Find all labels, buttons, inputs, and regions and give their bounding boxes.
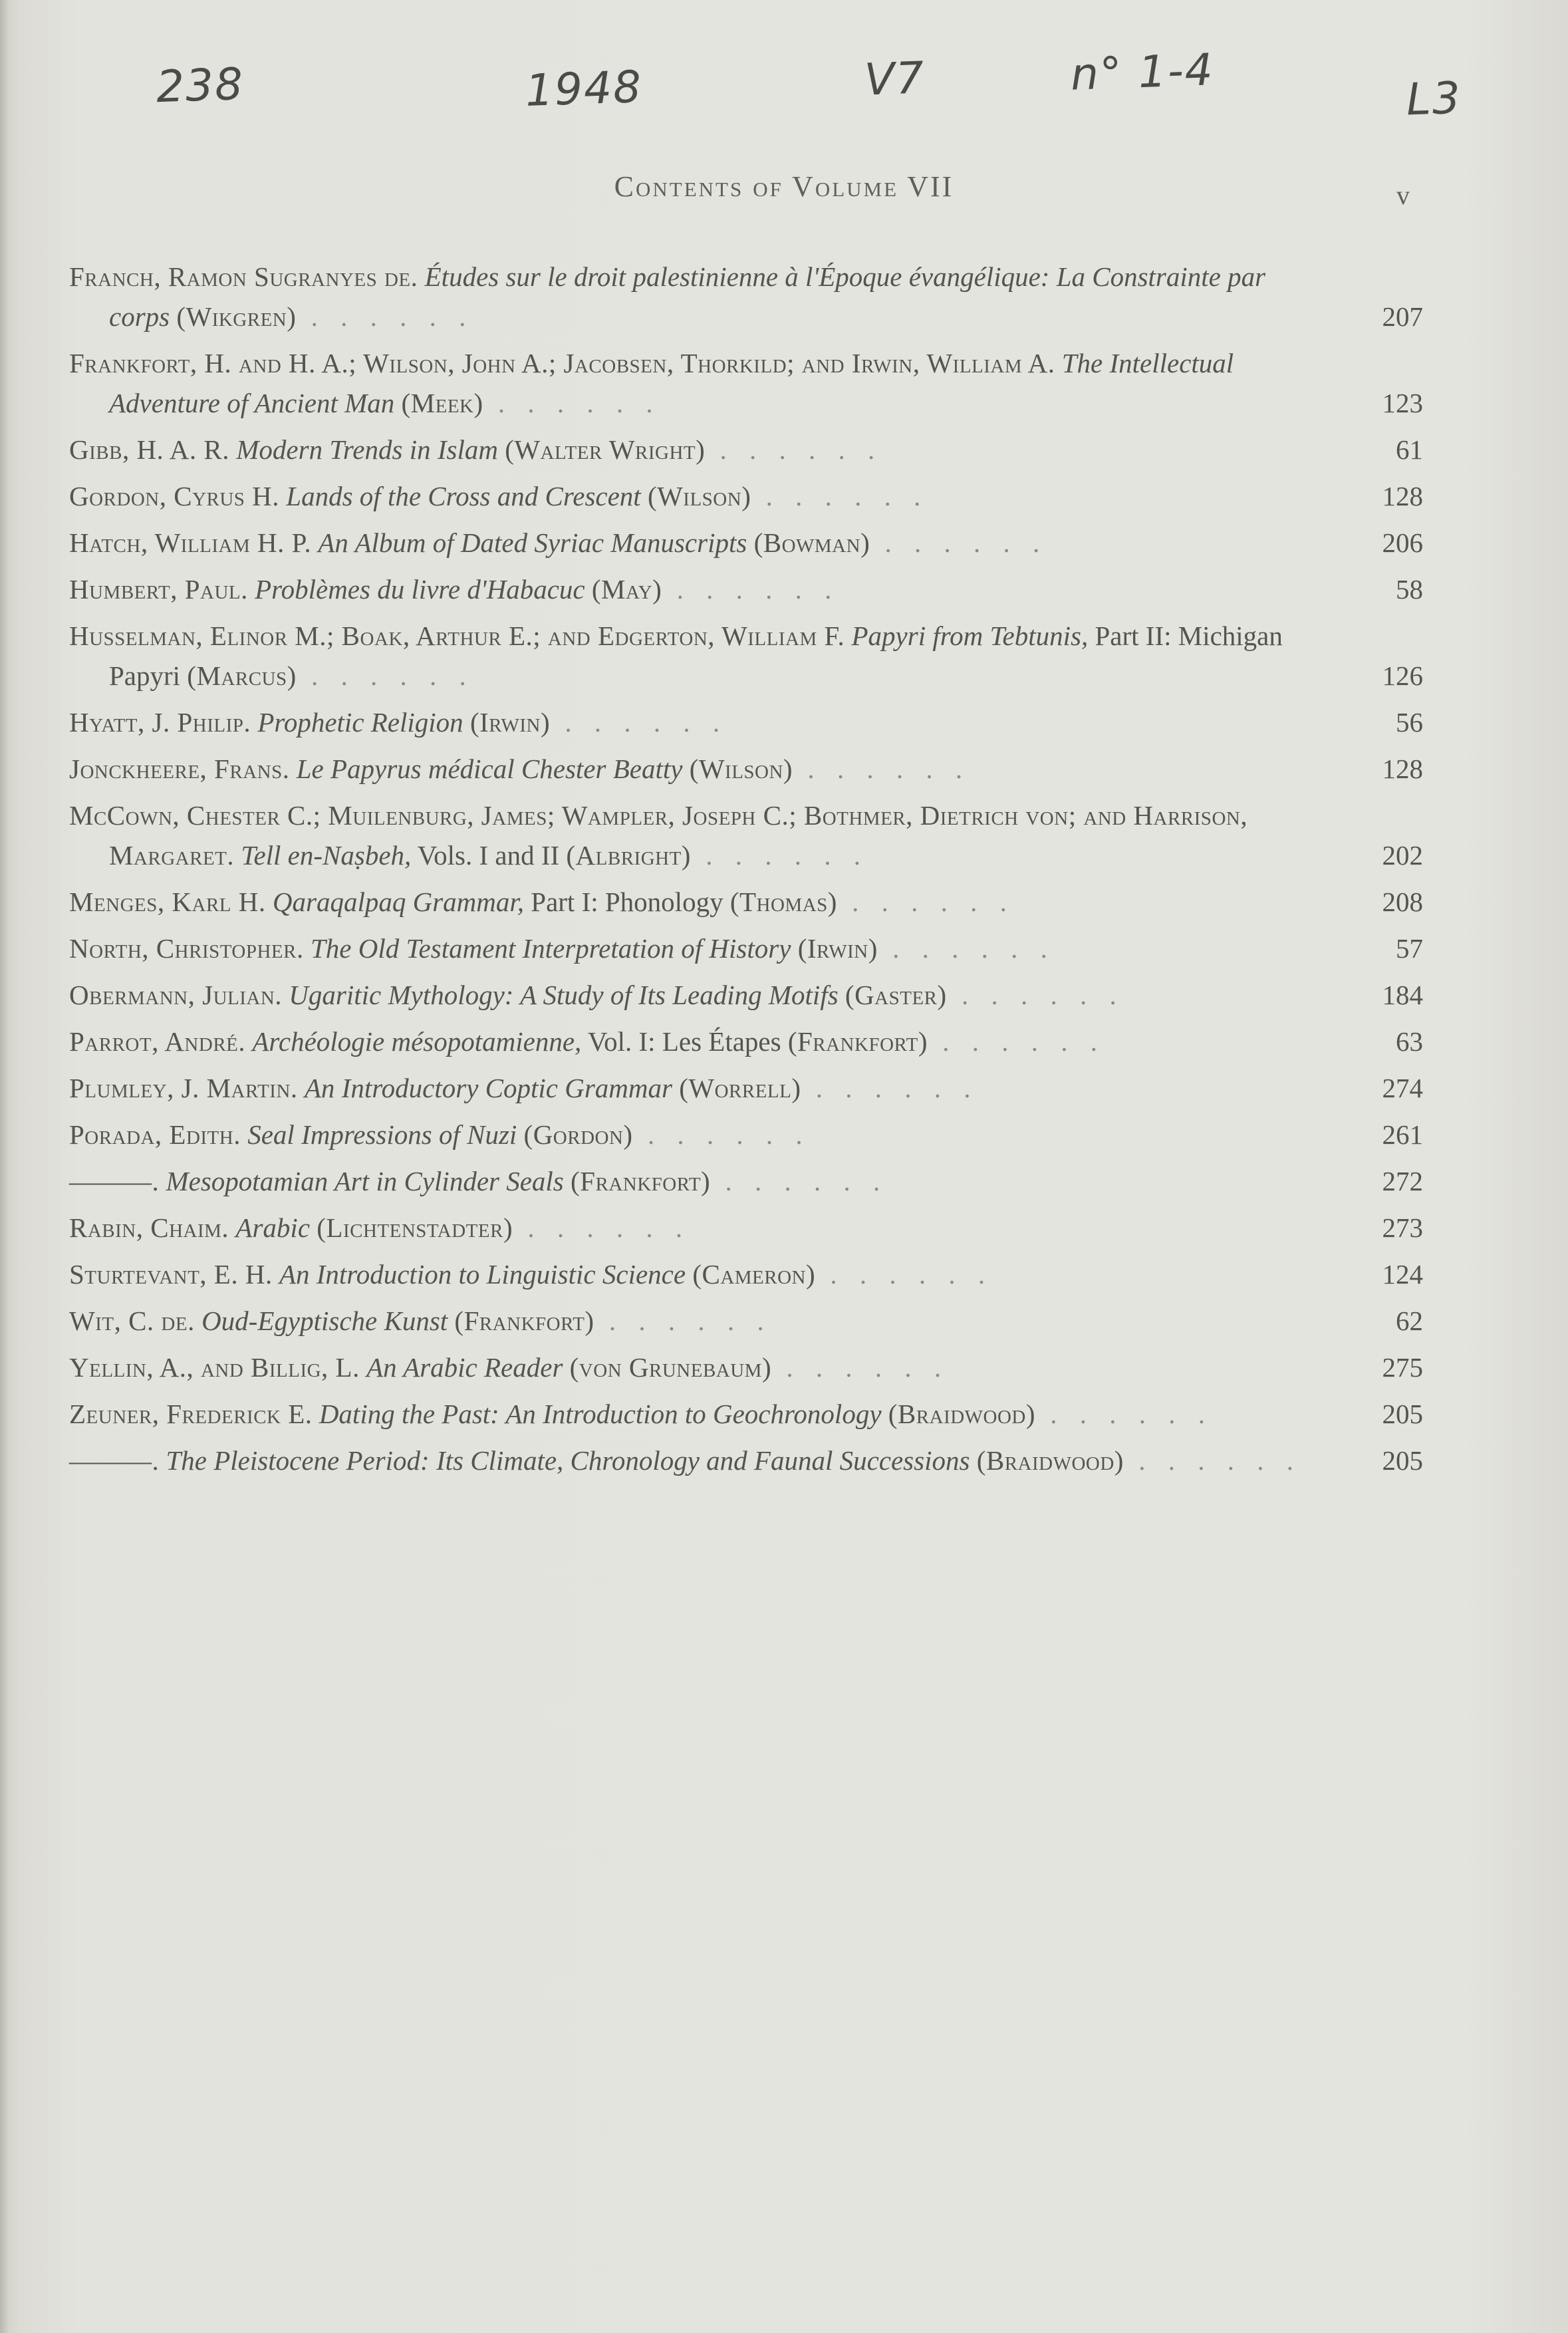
dot-leader: . . . . . . [483,388,661,418]
entry-text [69,481,928,511]
contents-entry [69,1254,1423,1294]
entry-reviewer: (Wilson) [647,481,751,511]
entry-reviewer: (Braidwood) [888,1399,1036,1429]
contents-entry [69,1208,1423,1248]
entry-text [69,933,1055,964]
entry-reviewer: (Braidwood) [976,1445,1124,1476]
entry-reviewer: (Wikgren) [176,301,297,332]
page-binding-edge [0,0,9,2333]
entry-author: ———. [69,1166,160,1196]
entry-reviewer: (Frankfort) [787,1026,928,1057]
entry-page-number: 202 [1382,840,1423,871]
entry-title: Mesopotamian Art in Cylinder Seals [166,1166,564,1196]
handwritten-note-c: V7 [863,52,926,106]
entry-title: Arabic [235,1212,311,1243]
contents-entry [69,928,1423,968]
entry-page-number: 275 [1382,1352,1423,1383]
entry-title: Prophetic Religion [257,707,463,738]
entry-reviewer: (Walter Wright) [505,434,706,465]
entry-text [69,1212,690,1243]
handwritten-note-e: L3 [1405,72,1463,126]
contents-entry [69,1068,1423,1108]
entry-page-number: 58 [1396,574,1423,605]
entry-page-number: 124 [1382,1259,1423,1290]
entry-subtitle: Part II: Michigan Papyri [109,620,1283,691]
contents-entry [69,1301,1423,1341]
contents-entry [69,476,1423,516]
entry-author: Humbert, Paul. [69,574,248,605]
entry-page-number: 273 [1382,1212,1423,1243]
contents-entry [69,1161,1423,1201]
entry-title: The Intellectual Adventure of Ancient Man [109,348,1234,418]
dot-leader: . . . . . . [793,754,971,784]
entry-page-number: 207 [1382,301,1423,332]
entry-title: Papyri from Tebtunis, [851,620,1089,651]
dot-leader: . . . . . . [927,1026,1105,1057]
entry-author: Yellin, A., and Billig, L. [69,1352,360,1383]
entry-title: Études sur le droit palestinienne à l'Époque évangélique: La Constrainte par corps [109,261,1266,332]
entry-author: Frankfort, H. and H. A.; Wilson, John A.; Jacobsen, Thorkild; and Irwin, William A. [69,348,1055,378]
entry-author: Wit, C. de. [69,1305,195,1336]
entry-page-number: 62 [1396,1305,1423,1336]
entry-author: North, Christopher. [69,933,304,964]
entry-page-number: 57 [1396,933,1423,964]
entry-text [69,887,1015,917]
dot-leader: . . . . . . [1035,1399,1214,1429]
entry-reviewer: (Frankfort) [454,1305,594,1336]
entry-page-number: 272 [1382,1166,1423,1196]
entry-page-number: 56 [1396,707,1423,738]
dot-leader: . . . . . . [632,1119,811,1150]
page-number-roman: v [1396,180,1410,210]
contents-list [69,257,1423,1487]
contents-entry [69,257,1423,337]
entry-page-number: 63 [1396,1026,1423,1057]
entry-title: Archéologie mésopotamienne, [252,1026,582,1057]
entry-page-number: 61 [1396,434,1423,465]
dot-leader: . . . . . . [877,933,1055,964]
entry-page-number: 206 [1382,527,1423,558]
entry-title: An Introductory Coptic Grammar [304,1073,672,1103]
dot-leader: . . . . . . [690,840,868,871]
entry-title: Qaraqalpaq Grammar, [272,887,525,917]
entry-author: Jonckheere, Frans. [69,754,290,784]
entry-reviewer: (May) [591,574,662,605]
dot-leader: . . . . . . [837,887,1015,917]
entry-text [69,754,970,784]
entry-page-number: 274 [1382,1073,1423,1103]
contents-entry [69,1394,1423,1434]
contents-entry [69,1347,1423,1387]
entry-reviewer: (Marcus) [187,660,297,691]
entry-text [69,1166,888,1196]
dot-leader: . . . . . . [1123,1445,1301,1476]
dot-leader: . . . . . . [771,1352,950,1383]
entry-title: Le Papyrus médical Chester Beatty [296,754,683,784]
entry-author: Gordon, Cyrus H. [69,481,280,511]
dot-leader: . . . . . . [513,1212,691,1243]
entry-text [69,620,1283,691]
entry-page-number: 126 [1382,660,1423,691]
contents-entry [69,430,1423,470]
entry-author: Plumley, J. Martin. [69,1073,298,1103]
entry-title: An Introduction to Linguistic Science [279,1259,686,1290]
dot-leader: . . . . . . [815,1259,993,1290]
entry-author: Hyatt, J. Philip. [69,707,251,738]
entry-text [69,1399,1213,1429]
entry-text [69,1026,1105,1057]
entry-page-number: 208 [1382,887,1423,917]
dot-leader: . . . . . . [662,574,840,605]
entry-text [69,1305,772,1336]
entry-reviewer: (Gordon) [523,1119,633,1150]
dot-leader: . . . . . . [296,301,474,332]
entry-page-number: 261 [1382,1119,1423,1150]
entry-text [69,1445,1301,1476]
entry-title: Seal Impressions of Nuzi [247,1119,517,1150]
entry-text [69,348,1234,418]
dot-leader: . . . . . . [946,980,1124,1010]
entry-title: An Arabic Reader [366,1352,563,1383]
entry-author: ———. [69,1445,160,1476]
entry-reviewer: (Bowman) [753,527,870,558]
dot-leader: . . . . . . [296,660,474,691]
dot-leader: . . . . . . [870,527,1048,558]
dot-leader: . . . . . . [594,1305,772,1336]
entry-reviewer: (Meek) [401,388,483,418]
entry-text [69,1119,811,1150]
entry-text [69,1259,993,1290]
dot-leader: . . . . . . [710,1166,888,1196]
entry-author: Franch, Ramon Sugranyes de. [69,261,418,292]
entry-author: Rabin, Chaim. [69,1212,229,1243]
entry-author: Porada, Edith. [69,1119,241,1150]
contents-entry [69,795,1423,875]
contents-entry [69,1022,1423,1061]
entry-text [69,434,882,465]
entry-page-number: 205 [1382,1399,1423,1429]
running-head: Contents of Volume VII [614,170,954,203]
entry-title: Tell en-Naṣbeh, [241,840,412,871]
contents-entry [69,749,1423,789]
entry-author: Sturtevant, E. H. [69,1259,273,1290]
entry-author: Gibb, H. A. R. [69,434,230,465]
dot-leader: . . . . . . [751,481,929,511]
entry-reviewer: (Lichtenstadter) [317,1212,513,1243]
entry-reviewer: (Albright) [566,840,691,871]
contents-entry [69,882,1423,922]
entry-title: Oud-Egyptische Kunst [201,1305,448,1336]
entry-reviewer: (Gaster) [845,980,947,1010]
entry-reviewer: (Cameron) [692,1259,816,1290]
entry-reviewer: (Worrell) [679,1073,801,1103]
entry-page-number: 205 [1382,1445,1423,1476]
entry-title: Problèmes du livre d'Habacuc [255,574,585,605]
entry-text [69,261,1265,332]
entry-subtitle: Vols. I and II [417,840,560,871]
dot-leader: . . . . . . [801,1073,979,1103]
entry-author: McCown, Chester C.; Muilenburg, James; Wampler, Joseph C.; Bothmer, Dietrich von; and Harrison, Margaret. [69,800,1248,871]
entry-text [69,1352,949,1383]
entry-reviewer: (Wilson) [689,754,793,784]
entry-reviewer: (von Grunebaum) [569,1352,772,1383]
entry-title: The Old Testament Interpretation of History [311,933,791,964]
entry-author: Hatch, William H. P. [69,527,312,558]
entry-title: Ugaritic Mythology: A Study of Its Leading Motifs [289,980,839,1010]
entry-reviewer: (Frankfort) [571,1166,711,1196]
entry-author: Parrot, André. [69,1026,246,1057]
entry-author: Obermann, Julian. [69,980,283,1010]
contents-entry [69,343,1423,423]
contents-entry [69,569,1423,609]
entry-text [69,574,839,605]
handwritten-note-a: 238 [155,58,245,113]
dot-leader: . . . . . . [550,707,728,738]
entry-subtitle: Vol. I: Les Étapes [587,1026,781,1057]
dot-leader: . . . . . . [705,434,883,465]
entry-author: Zeuner, Frederick E. [69,1399,313,1429]
entry-text [69,527,1047,558]
entry-page-number: 123 [1382,388,1423,418]
entry-reviewer: (Thomas) [729,887,837,917]
entry-reviewer: (Irwin) [797,933,878,964]
contents-entry [69,1115,1423,1155]
entry-title: Lands of the Cross and Crescent [286,481,641,511]
entry-text [69,800,1247,871]
entry-title: Modern Trends in Islam [236,434,498,465]
handwritten-note-d: n° 1-4 [1069,44,1215,100]
entry-text [69,1073,979,1103]
entry-title: Dating the Past: An Introduction to Geochronology [319,1399,882,1429]
handwritten-note-b: 1948 [524,61,644,117]
entry-text [69,980,1124,1010]
entry-author: Menges, Karl H. [69,887,266,917]
entry-subtitle: Part I: Phonology [531,887,723,917]
entry-title: An Album of Dated Syriac Manuscripts [318,527,747,558]
entry-title: The Pleistocene Period: Its Climate, Chronology and Faunal Successions [166,1445,970,1476]
entry-page-number: 184 [1382,980,1423,1010]
entry-text [69,707,727,738]
entry-author: Husselman, Elinor M.; Boak, Arthur E.; and Edgerton, William F. [69,620,845,651]
entry-reviewer: (Irwin) [469,707,551,738]
contents-entry [69,702,1423,742]
contents-entry [69,1441,1423,1480]
contents-entry [69,616,1423,696]
entry-page-number: 128 [1382,481,1423,511]
entry-page-number: 128 [1382,754,1423,784]
contents-entry [69,975,1423,1015]
contents-entry [69,523,1423,563]
